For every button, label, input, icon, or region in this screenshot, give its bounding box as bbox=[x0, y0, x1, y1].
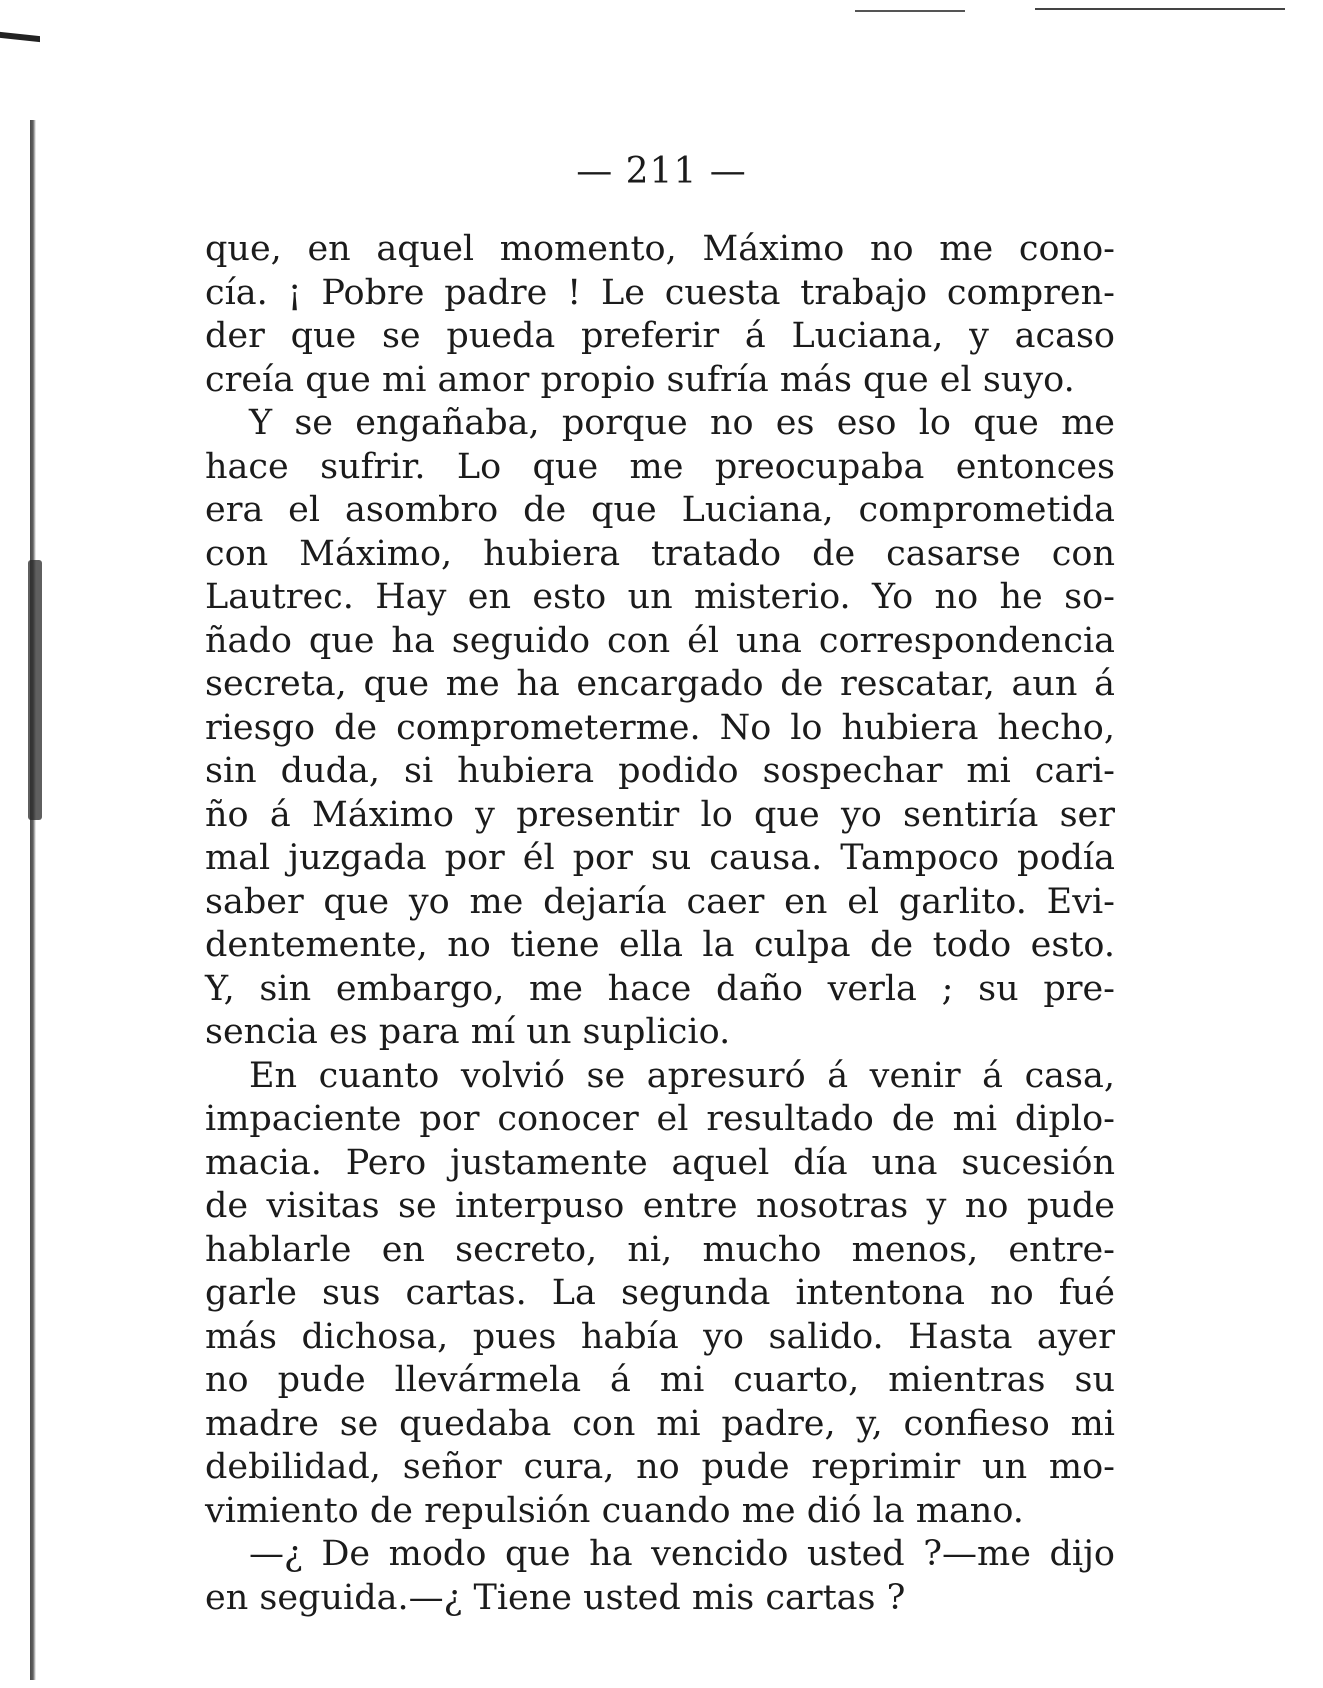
text-line: más dichosa, pues había yo salido. Hasta ayer bbox=[205, 1316, 1115, 1357]
text-line: madre se quedaba con mi padre, y, confieso mi bbox=[205, 1403, 1115, 1444]
text-line: de visitas se interpuso entre nosotras y no pude bbox=[205, 1186, 1115, 1226]
text-line: impaciente por conocer el resultado de mi diplo- bbox=[205, 1099, 1115, 1139]
text-line: secreta, que me ha encargado de rescatar, aun á bbox=[205, 664, 1115, 704]
text-line: Lautrec. Hay en esto un misterio. Yo no he so- bbox=[205, 577, 1115, 617]
text-line: der que se pueda preferir á Luciana, y acaso bbox=[205, 316, 1115, 356]
text-line: era el asombro de que Luciana, comprometida bbox=[205, 490, 1115, 530]
binding-shadow bbox=[28, 560, 42, 820]
text-line: sencia es para mí un suplicio. bbox=[205, 1012, 731, 1052]
text-line: macia. Pero justamente aquel día una sucesión bbox=[205, 1142, 1115, 1183]
text-line: en seguida.—¿ Tiene usted mis cartas ? bbox=[205, 1577, 906, 1618]
binding-shadow bbox=[30, 120, 36, 1680]
text-line: garle sus cartas. La segunda intentona no fué bbox=[205, 1273, 1115, 1313]
text-line: no pude llevármela á mi cuarto, mientras su bbox=[205, 1360, 1115, 1400]
text-line: Y se engañaba, porque no es eso lo que me bbox=[249, 403, 1115, 443]
text-line: que, en aquel momento, Máximo no me cono- bbox=[205, 229, 1115, 269]
text-line: Y, sin embargo, me hace daño verla ; su pre- bbox=[205, 968, 1115, 1009]
text-line: dentemente, no tiene ella la culpa de todo esto. bbox=[205, 925, 1115, 965]
text-line: ñado que ha seguido con él una correspondencia bbox=[205, 620, 1115, 661]
text-line: En cuanto volvió se apresuró á venir á casa, bbox=[249, 1055, 1115, 1096]
text-line: sin duda, si hubiera podido sospechar mi cari- bbox=[205, 751, 1115, 791]
text-line: saber que yo me dejaría caer en el garlito. Evi- bbox=[205, 881, 1115, 922]
text-line: hablarle en secreto, ni, mucho menos, entre- bbox=[205, 1229, 1115, 1270]
text-line: ño á Máximo y presentir lo que yo sentiría ser bbox=[205, 794, 1115, 835]
body-text bbox=[205, 228, 1115, 1620]
scan-top-rule bbox=[1035, 8, 1285, 10]
text-line: cía. ¡ Pobre padre ! Le cuesta trabajo compren- bbox=[205, 272, 1115, 313]
text-line: creía que mi amor propio sufría más que el suyo. bbox=[205, 359, 1075, 400]
text-line: hace sufrir. Lo que me preocupaba entonces bbox=[205, 446, 1115, 487]
text-line: con Máximo, hubiera tratado de casarse con bbox=[205, 533, 1115, 574]
text-line: vimiento de repulsión cuando me dió la mano. bbox=[205, 1490, 1024, 1531]
scan-top-rule bbox=[855, 10, 965, 12]
text-line: —¿ De modo que ha vencido usted ?—me dijo bbox=[249, 1534, 1115, 1574]
scan-corner-mark bbox=[0, 32, 40, 42]
text-line: mal juzgada por él por su causa. Tampoco podía bbox=[205, 838, 1115, 878]
page-number: — 211 — bbox=[576, 151, 747, 192]
text-line: debilidad, señor cura, no pude reprimir un mo- bbox=[205, 1447, 1115, 1487]
text-line: riesgo de comprometerme. No lo hubiera hecho, bbox=[205, 707, 1115, 748]
